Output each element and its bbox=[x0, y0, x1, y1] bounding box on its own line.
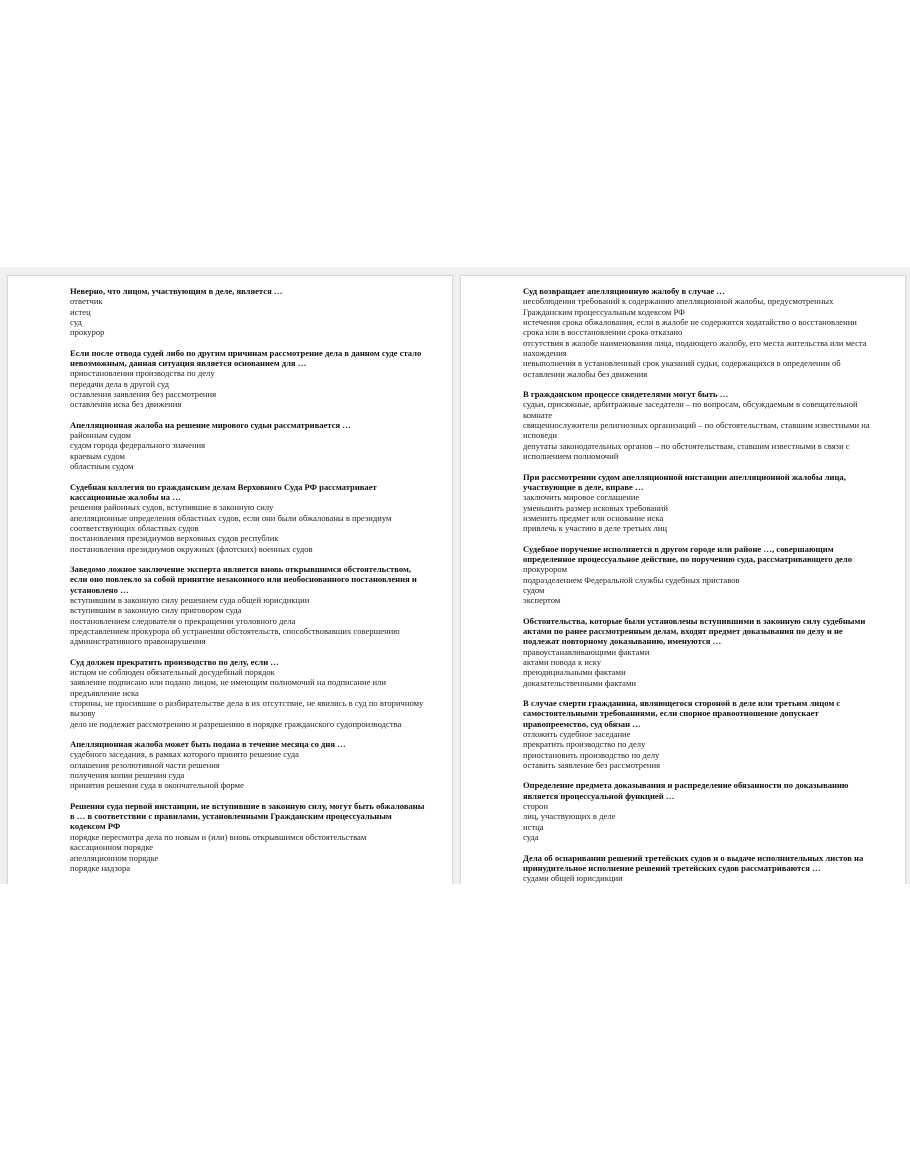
question-text: Заведомо ложное заключение эксперта является вновь открывшимся обстоятельством, если оно повлекло за собой принятие незаконного или необоснованного постановления и установлено … bbox=[70, 563, 417, 595]
question-block bbox=[523, 544, 879, 606]
answer-option: передачи дела в другой суд bbox=[70, 378, 170, 389]
answer-option: суда bbox=[523, 832, 539, 843]
question-text: Судебное поручение исполняется в другом городе или районе …, совершающим определенное процессуальное действие, по поручению суда, рассматривающего дело bbox=[523, 543, 852, 564]
answer-option: невыполнения в установленный срок указаний судьи, содержащихся в определении об оставлении жалобы без движения bbox=[523, 358, 841, 379]
answer-option: истечения срока обжалования, если в жалобе не содержится ходатайство о восстановлении срока или в восстановлении срока отказано bbox=[523, 317, 857, 338]
answer-option: лиц, участвующих в деле bbox=[523, 811, 616, 822]
answer-option: принятия решения суда в окончательной форме bbox=[70, 780, 244, 791]
document-page-left bbox=[7, 275, 453, 884]
question-block bbox=[70, 657, 426, 729]
answer-option: уменьшить размер исковых требований bbox=[523, 502, 668, 513]
answer-option: истцом не соблюден обязательный досудебный порядок bbox=[70, 667, 275, 677]
answer-option: апелляционном порядке bbox=[70, 852, 159, 863]
question-text: Обстоятельства, которые были установлены вступившими в законную силу судебными актами по ранее рассмотренным делам, входят предмет доказывания по делу и не подлежат повторному доказыванию, именуются … bbox=[523, 615, 866, 647]
question-text: Если после отвода судей либо по другим причинам рассмотрение дела в данном суде стало невозможным, данная ситуация является основанием для … bbox=[70, 347, 422, 369]
answer-option: кассационном порядке bbox=[70, 842, 154, 853]
answer-option: порядке надзора bbox=[70, 862, 131, 873]
answer-option: оставления заявления без рассмотрения bbox=[70, 389, 217, 400]
question-block bbox=[523, 780, 879, 842]
answer-option: актами повода к иску bbox=[523, 657, 602, 667]
answer-option: отсутствия в жалобе наименования лица, подающего жалобу, его места жительства или места нахождения bbox=[523, 337, 867, 359]
question-block bbox=[70, 739, 426, 791]
answer-option: прокурором bbox=[523, 564, 568, 575]
answer-option: оставления иска без движения bbox=[70, 399, 182, 410]
answer-option: привлечь к участию в деле третьих лиц bbox=[523, 523, 668, 534]
answer-option: несоблюдения требований к содержанию апелляционной жалобы, предусмотренных Гражданским процессуальным кодексом РФ bbox=[523, 296, 834, 317]
answer-option: оглашения резолютивной части решения bbox=[70, 759, 220, 770]
answer-option: доказательственными фактами bbox=[523, 677, 636, 688]
answer-option: представлением прокурора об устранении обстоятельств, способствовавших совершению административного правонарушения bbox=[70, 625, 400, 647]
question-block bbox=[523, 286, 879, 379]
answer-option: истца bbox=[523, 821, 544, 832]
answer-option: оставить заявление без рассмотрения bbox=[523, 760, 661, 771]
question-text: При рассмотрении судом апелляционной инстанции апелляционной жалобы лица, участвующие в деле, вправе … bbox=[523, 471, 846, 492]
answer-option: получения копии решения суда bbox=[70, 770, 185, 781]
question-text: Суд возвращает апелляционную жалобу в случае … bbox=[523, 286, 725, 296]
question-text: Решения суда первой инстанции, не вступившие в законную силу, могут быть обжалованы в … в соответствии с правилами, установленными Гражданским процессуальным кодексом РФ bbox=[70, 800, 425, 832]
answer-option: порядке пересмотра дела по новым и (или) вновь открывшимся обстоятельствам bbox=[70, 831, 367, 842]
answer-option: постановления президиумов окружных (флотских) военных судов bbox=[70, 543, 313, 554]
answer-option: судебного заседания, в рамках которого принято решение суда bbox=[70, 749, 299, 760]
answer-option: преюдициальными фактами bbox=[523, 667, 626, 678]
question-text: Апелляционная жалоба может быть подана в течение месяца со дня … bbox=[70, 739, 346, 750]
answer-option: апелляционные определения областных судов, если они были обжалованы в президиум соответствующих областных судов bbox=[70, 512, 392, 533]
answer-option: прокурор bbox=[70, 327, 105, 338]
answer-option: районным судом bbox=[70, 430, 131, 441]
answer-option: истец bbox=[70, 306, 91, 317]
question-block bbox=[70, 348, 426, 410]
answer-option: судами общей юрисдикции bbox=[523, 873, 623, 884]
page-content bbox=[523, 286, 879, 884]
question-block bbox=[523, 616, 879, 688]
answer-option: заключить мировое соглашение bbox=[523, 492, 640, 503]
question-block bbox=[523, 472, 879, 534]
question-block bbox=[523, 853, 879, 884]
question-block bbox=[70, 482, 426, 554]
question-block bbox=[523, 698, 879, 770]
question-block bbox=[70, 286, 426, 338]
question-text: Суд должен прекратить производство по делу, если … bbox=[70, 656, 279, 667]
answer-option: судьи, присяжные, арбитражные заседатели – по вопросам, обсуждаемым в совещательной комнате bbox=[523, 399, 858, 420]
answer-option: суд bbox=[70, 317, 82, 328]
document-page-right bbox=[460, 275, 906, 884]
question-block bbox=[523, 389, 879, 461]
answer-option: подразделением Федеральной службы судебных приставов bbox=[523, 574, 740, 585]
answer-option: постановления президиумов верховных судов республик bbox=[70, 533, 279, 544]
question-text: Неверно, что лицом, участвующим в деле, является … bbox=[70, 286, 283, 296]
answer-option: дело не подлежит рассмотрению и разрешению в порядке гражданского судопроизводства bbox=[70, 718, 402, 729]
answer-option: решения районных судов, вступившие в законную силу bbox=[70, 502, 274, 513]
answer-option: приостановить производство по делу bbox=[523, 749, 660, 760]
question-text: В гражданском процессе свидетелями могут быть … bbox=[523, 389, 729, 400]
answer-option: краевым судом bbox=[70, 450, 125, 461]
answer-option: отложить судебное заседание bbox=[523, 729, 631, 740]
question-block bbox=[70, 564, 426, 647]
question-text: Дела об оспаривании решений третейских судов и о выдаче исполнительных листов на принудительное исполнение решений третейских судов рассматриваются … bbox=[523, 852, 864, 873]
question-text: Апелляционная жалоба на решение мирового судьи рассматривается … bbox=[70, 419, 351, 430]
answer-option: областным судом bbox=[70, 461, 134, 472]
answer-option: приостановления производства по делу bbox=[70, 368, 215, 379]
document-viewer[interactable] bbox=[0, 267, 910, 884]
answer-option: судом города федерального значения bbox=[70, 440, 206, 451]
question-block bbox=[70, 801, 426, 873]
question-text: В случае смерти гражданина, являющегося стороной в деле или третьим лицом с самостоятельными требованиями, если спорное правоотношение допускает правопреемство, суд обязан … bbox=[523, 698, 841, 729]
answer-option: судом bbox=[523, 584, 545, 595]
answer-option: сторон bbox=[523, 801, 548, 812]
question-text: Определение предмета доказывания и распределение обязанности по доказыванию является процессуальной функцией … bbox=[523, 780, 849, 801]
answer-option: ответчик bbox=[70, 296, 103, 307]
answer-option: вступившим в законную силу приговором суда bbox=[70, 605, 242, 616]
answer-option: священнослужители религиозных организаций – по обстоятельствам, ставшим известными на исповеди bbox=[523, 420, 870, 441]
answer-option: депутаты законодательных органов – по обстоятельствам, ставшим известными в связи с исполнением полномочий bbox=[523, 440, 850, 462]
answer-option: изменить предмет или основание иска bbox=[523, 512, 664, 523]
answer-option: стороны, не просившие о разбирательстве дела в их отсутствие, не явились в суд по вторичному вызову bbox=[70, 698, 424, 719]
question-text: Судебная коллегия по гражданским делам Верховного Суда РФ рассматривает кассационные жалобы на … bbox=[70, 481, 377, 502]
answer-option: прекратить производство по делу bbox=[523, 739, 646, 750]
question-block bbox=[70, 420, 426, 472]
answer-option: заявление подписано или подано лицом, не имеющим полномочий на подписание или предъявление иска bbox=[70, 677, 387, 698]
answer-option: экспертом bbox=[523, 595, 561, 606]
answer-option: постановлением следователя о прекращении уголовного дела bbox=[70, 615, 296, 626]
answer-option: правоустанавливающими фактами bbox=[523, 646, 650, 657]
answer-option: вступившим в законную силу решением суда общей юрисдикции bbox=[70, 594, 310, 605]
page-content bbox=[70, 286, 426, 883]
